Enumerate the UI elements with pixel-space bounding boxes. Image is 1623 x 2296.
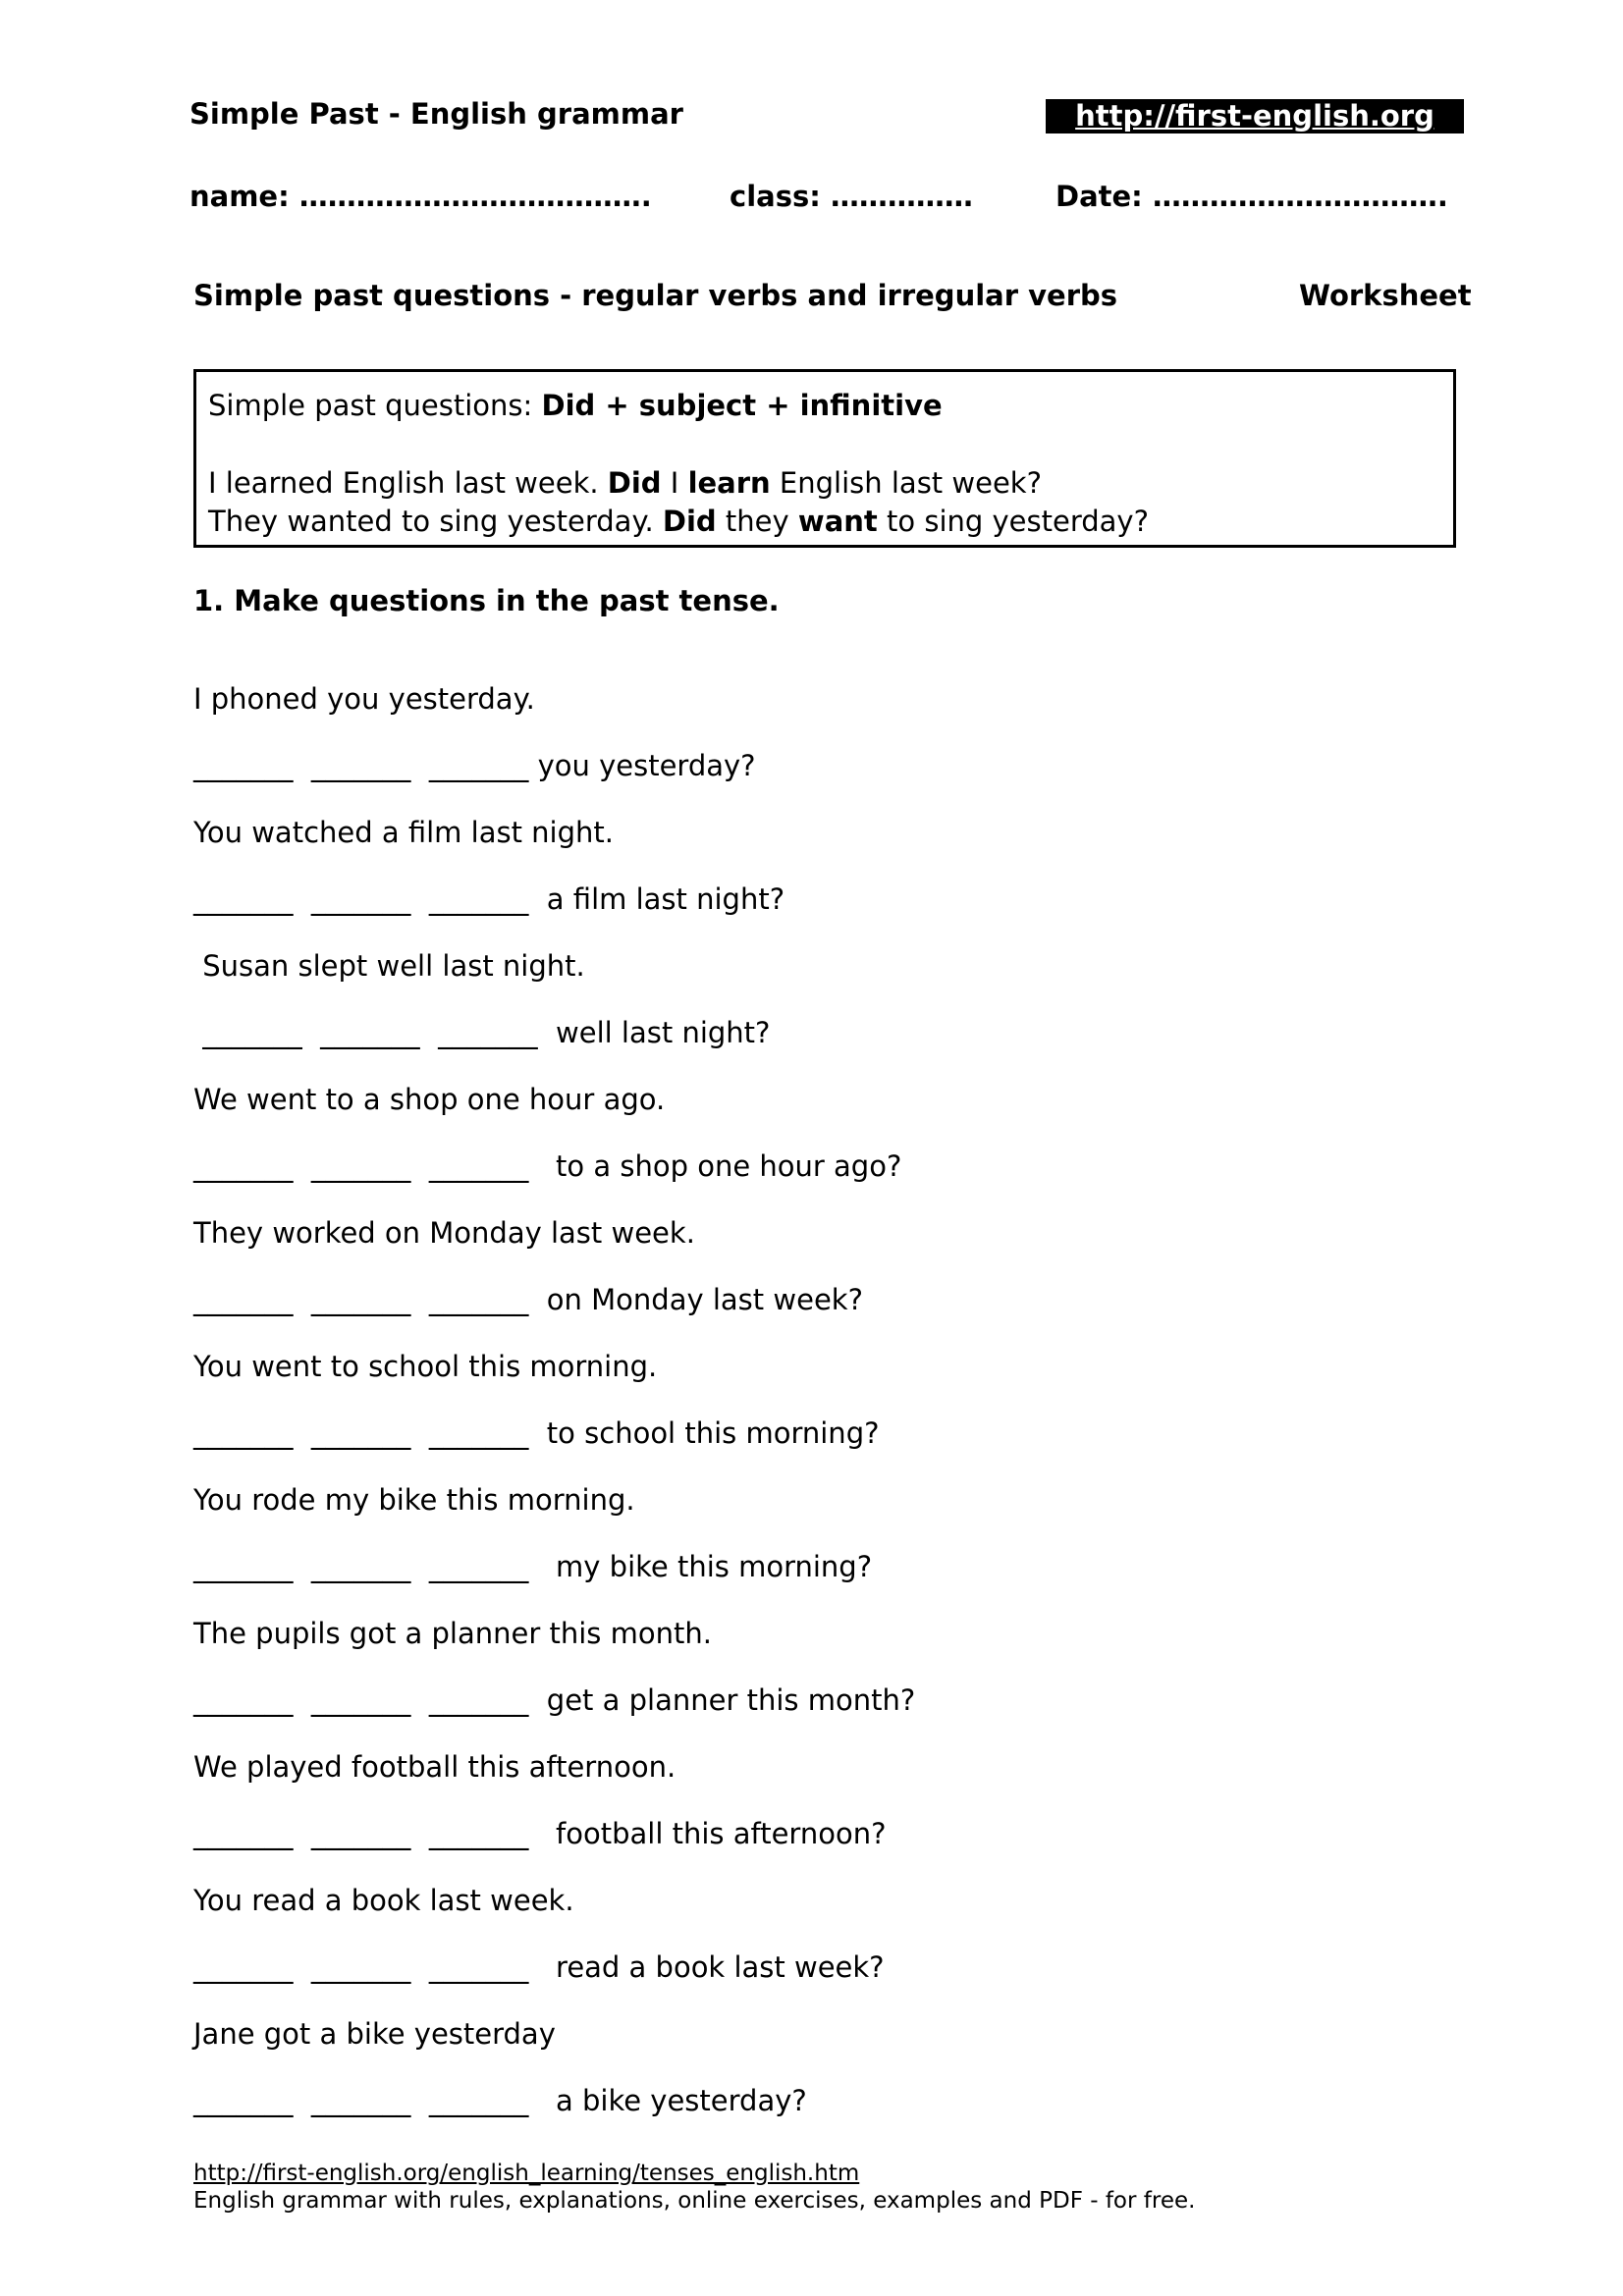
example-did: Did [662,505,717,538]
exercise-statement: Susan slept well last night. [193,949,585,983]
footer-tagline: English grammar with rules, explanations, online exercises, examples and PDF - for free. [193,2188,1196,2214]
example-verb: want [797,505,878,538]
rule-prefix: Simple past questions: [208,389,542,422]
exercise-statement: You went to school this morning. [193,1350,658,1383]
rule-box [193,369,1456,548]
exercise-question[interactable]: _______ _______ _______ get a planner this month? [193,1683,916,1717]
exercise-question[interactable]: _______ _______ _______ to a shop one hour ago? [193,1149,902,1183]
rule-line [208,388,943,423]
rule-formula: Did + subject + infinitive [541,389,943,422]
example-rest: English last week? [770,466,1042,500]
exercise-statement: You read a book last week. [193,1884,574,1917]
exercise-question[interactable]: _______ _______ _______ a film last night? [193,882,785,916]
exercise-question[interactable]: _______ _______ _______ on Monday last week? [193,1283,863,1316]
site-link[interactable]: http://first-english.org [1046,99,1464,133]
exercise-statement: Jane got a bike yesterday [193,2017,556,2051]
exercise-question[interactable]: _______ _______ _______ football this afternoon? [193,1817,887,1850]
example-verb: learn [687,466,771,500]
rule-example-2 [208,504,1149,539]
exercise-statement: You watched a film last night. [193,816,614,849]
example-statement: I learned English last week. [208,466,608,500]
exercise-question[interactable]: _______ _______ _______ read a book last week? [193,1950,885,1984]
exercise-statement: We went to a shop one hour ago. [193,1083,666,1116]
exercise-question[interactable]: _______ _______ _______ my bike this morning? [193,1550,873,1583]
example-statement: They wanted to sing yesterday. [208,505,663,538]
worksheet-label: Worksheet [1299,279,1472,312]
footer-link[interactable]: http://first-english.org/english_learning/tenses_english.htm [193,2161,860,2186]
exercise-statement: They worked on Monday last week. [193,1216,695,1250]
example-subject: they [716,505,798,538]
exercise-statement: The pupils got a planner this month. [193,1617,712,1650]
class-field: class: …………… [730,180,973,213]
exercise-question[interactable]: _______ _______ _______ well last night? [193,1016,771,1049]
page-title: Simple Past - English grammar [189,97,683,131]
exercise-statement: We played football this afternoon. [193,1750,676,1784]
worksheet-topic: Simple past questions - regular verbs and irregular verbs [193,279,1118,312]
exercise-question[interactable]: _______ _______ _______ a bike yesterday? [193,2084,807,2117]
rule-example-1 [208,465,1042,501]
example-rest: to sing yesterday? [877,505,1149,538]
example-did: Did [607,466,662,500]
exercise-question[interactable]: _______ _______ _______ to school this morning? [193,1416,880,1450]
exercise-statement: I phoned you yesterday. [193,682,535,716]
exercise-heading: 1. Make questions in the past tense. [193,584,780,617]
date-field: Date: …………………………. [1055,180,1448,213]
name-field: name: ………………………………. [189,180,652,213]
exercise-statement: You rode my bike this morning. [193,1483,635,1517]
example-subject: I [661,466,688,500]
exercise-question[interactable]: _______ _______ _______ you yesterday? [193,749,756,782]
